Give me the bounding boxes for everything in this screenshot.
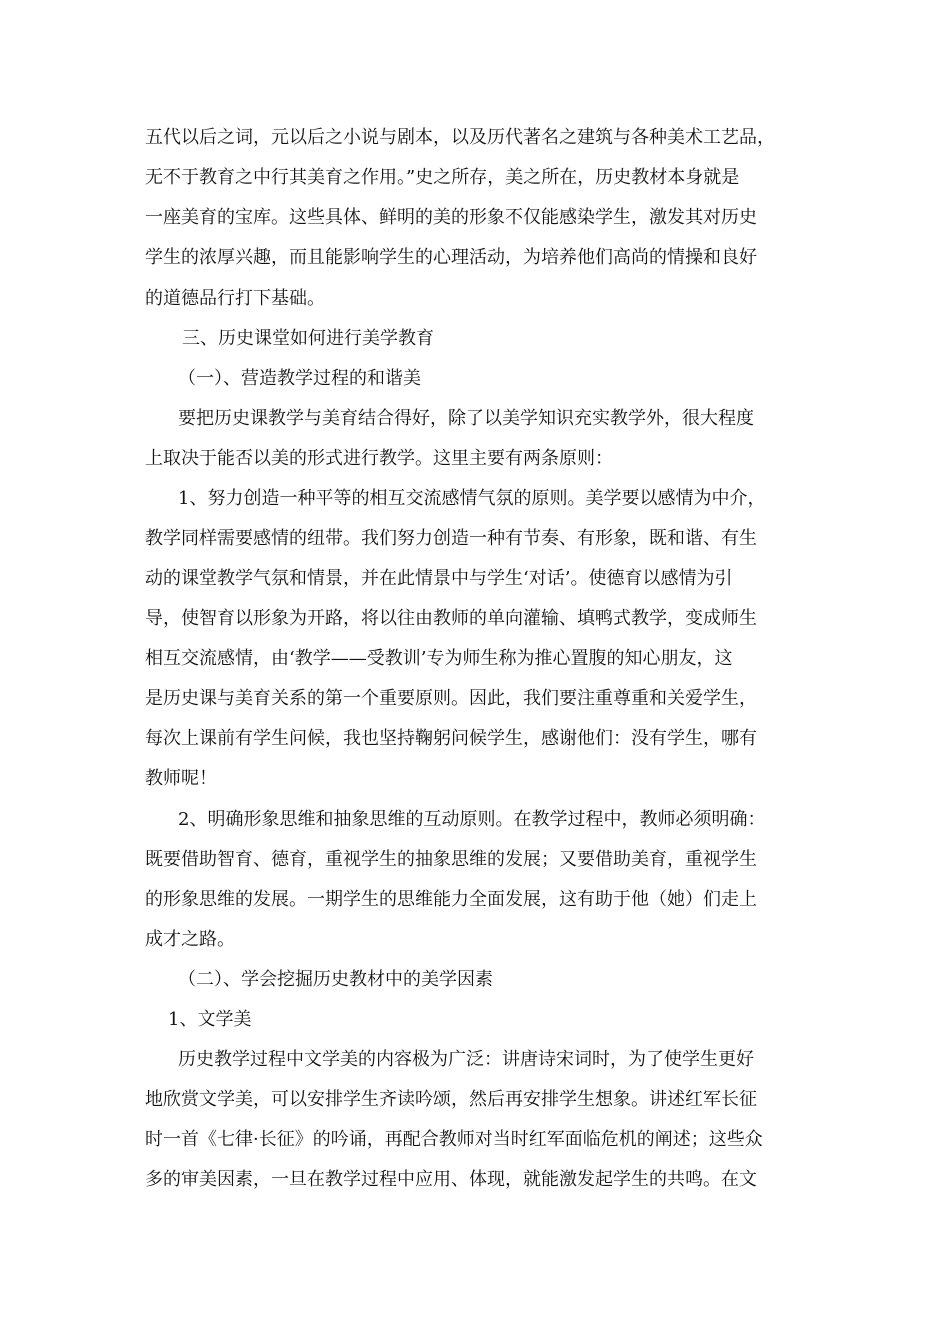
- subsection-heading: （一）、营造教学过程的和谐美: [178, 368, 421, 389]
- text-line: 地欣赏文学美，可以安排学生齐读吟颂，然后再安排学生想象。讲述红军长征: [145, 1089, 757, 1110]
- text-line: 学生的浓厚兴趣，而且能影响学生的心理活动，为培养他们高尚的情操和良好: [145, 247, 757, 268]
- text-line: 上取决于能否以美的形式进行教学。这里主要有两条原则：: [145, 448, 613, 469]
- text-line: 既要借助智育、德育，重视学生的抽象思维的发展；又要借助美育，重视学生: [145, 849, 757, 870]
- text-line: 是历史课与美育关系的第一个重要原则。因此，我们要注重尊重和关爱学生，: [145, 688, 757, 709]
- text-line: 五代以后之词，元以后之小说与剧本，以及历代著名之建筑与各种美术工艺品，: [145, 127, 775, 148]
- text-line: 的形象思维的发展。一期学生的思维能力全面发展，这有助于他（她）们走上: [145, 889, 757, 910]
- text-line: 相互交流感情，由‘教学——受教训’专为师生称为推心置腹的知心朋友，这: [145, 648, 733, 669]
- text-line: 要把历史课教学与美育结合得好，除了以美学知识充实教学外，很大程度: [178, 408, 754, 429]
- text-line: 的道德品行打下基础。: [145, 288, 325, 309]
- text-line: 1、努力创造一种平等的相互交流感情气氛的原则。美学要以感情为中介，: [178, 488, 766, 509]
- text-line: 时一首《七律·长征》的吟诵，再配合教师对当时红军面临危机的阐述；这些众: [145, 1129, 763, 1150]
- text-line: 成才之路。: [145, 929, 235, 950]
- text-line: 教师呢！: [145, 768, 217, 789]
- text-line: 导，使智育以形象为开路，将以往由教师的单向灌输、填鸭式教学，变成师生: [145, 608, 757, 629]
- text-line: 多的审美因素，一旦在教学过程中应用、体现，就能激发起学生的共鸣。在文: [145, 1169, 757, 1190]
- subsection-heading: 1、文学美: [168, 1009, 252, 1030]
- text-line: 无不于教育之中行其美育之作用。”史之所存，美之所在，历史教材本身就是: [145, 167, 740, 188]
- text-line: 2、明确形象思维和抽象思维的互动原则。在教学过程中，教师必须明确：: [178, 809, 766, 830]
- text-line: 一座美育的宝库。这些具体、鲜明的美的形象不仅能感染学生，激发其对历史: [145, 207, 757, 228]
- text-line: 动的课堂教学气氛和情景，并在此情景中与学生‘对话’。使德育以感情为引: [145, 568, 733, 589]
- section-heading: 三、历史课堂如何进行美学教育: [182, 328, 434, 349]
- text-line: 历史教学过程中文学美的内容极为广泛：讲唐诗宋词时，为了使学生更好: [178, 1049, 754, 1070]
- text-line: 教学同样需要感情的纽带。我们努力创造一种有节奏、有形象，既和谐、有生: [145, 528, 757, 549]
- subsection-heading: （二）、学会挖掘历史教材中的美学因素: [178, 969, 493, 990]
- text-line: 每次上课前有学生问候，我也坚持鞠躬问候学生，感谢他们：没有学生，哪有: [145, 728, 757, 749]
